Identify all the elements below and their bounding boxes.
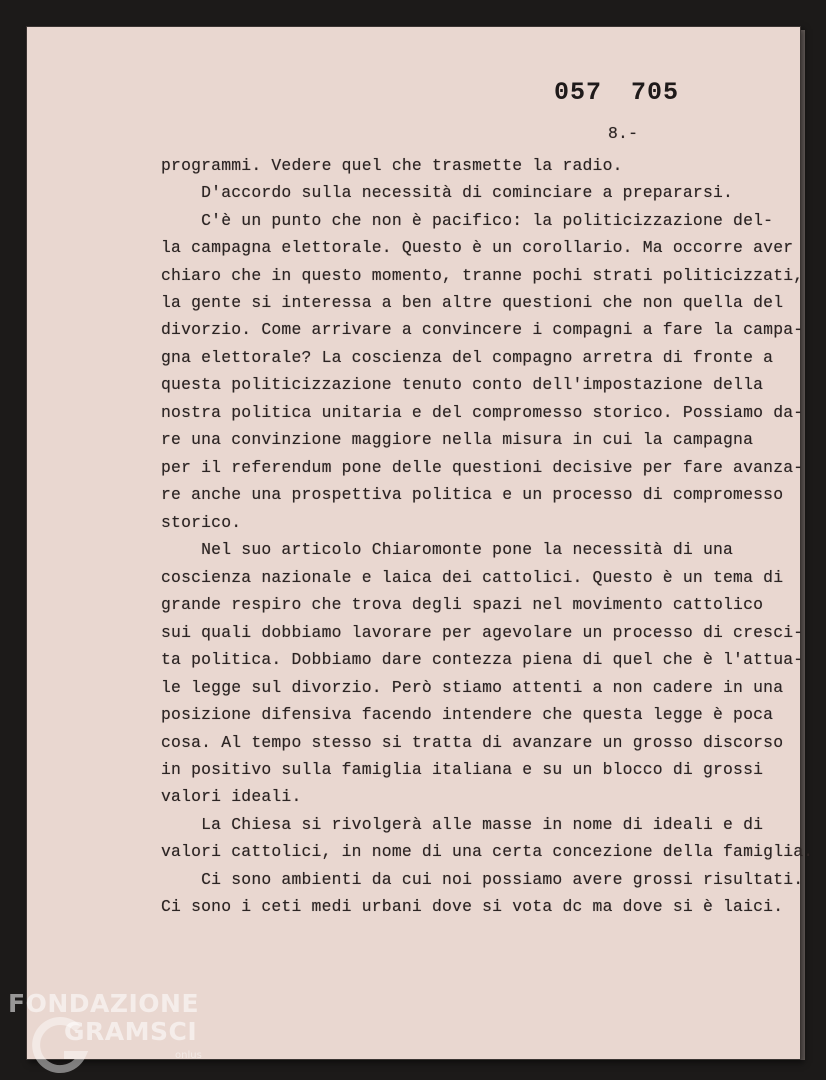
text-line: re anche una prospettiva politica e un processo di compromesso bbox=[161, 485, 784, 504]
text-line: valori cattolici, in nome di una certa concezione della famiglia. bbox=[161, 842, 814, 861]
watermark-line1: FONDAZIONE bbox=[8, 989, 200, 1018]
text-line: la campagna elettorale. Questo è un corollario. Ma occorre aver bbox=[161, 238, 794, 257]
text-line: la gente si interessa a ben altre questioni che non quella del bbox=[161, 293, 784, 312]
text-line: nostra politica unitaria e del compromesso storico. Possiamo da- bbox=[161, 403, 804, 422]
text-line: in positivo sulla famiglia italiana e su un blocco di grossi bbox=[161, 760, 764, 779]
text-line: La Chiesa si rivolgerà alle masse in nome di ideali e di bbox=[161, 815, 764, 834]
text-line: Ci sono ambienti da cui noi possiamo avere grossi risultati. bbox=[161, 870, 804, 889]
text-line: coscienza nazionale e laica dei cattolici. Questo è un tema di bbox=[161, 568, 784, 587]
watermark-suffix: onlus bbox=[175, 1050, 202, 1061]
document-number-right: 705 bbox=[631, 78, 680, 107]
document-page bbox=[26, 26, 814, 1060]
text-line: programmi. Vedere quel che trasmette la radio. bbox=[161, 156, 623, 175]
text-line: Nel suo articolo Chiaromonte pone la necessità di una bbox=[161, 540, 734, 559]
text-line: Ci sono i ceti medi urbani dove si vota dc ma dove si è laici. bbox=[161, 897, 784, 916]
text-line: sui quali dobbiamo lavorare per agevolare un processo di cresci- bbox=[161, 623, 804, 642]
text-line: cosa. Al tempo stesso si tratta di avanzare un grosso discorso bbox=[161, 733, 784, 752]
text-line: grande respiro che trova degli spazi nel movimento cattolico bbox=[161, 595, 764, 614]
text-line: storico. bbox=[161, 513, 242, 532]
text-line: gna elettorale? La coscienza del compagno arretra di fronte a bbox=[161, 348, 774, 367]
fondazione-gramsci-watermark bbox=[0, 985, 220, 1080]
text-line: chiaro che in questo momento, tranne pochi strati politicizzati, bbox=[161, 266, 804, 285]
text-line: D'accordo sulla necessità di cominciare a prepararsi. bbox=[161, 183, 734, 202]
text-line: divorzio. Come arrivare a convincere i compagni a fare la campa- bbox=[161, 320, 804, 339]
text-line: C'è un punto che non è pacifico: la politicizzazione del- bbox=[161, 211, 774, 230]
text-line: per il referendum pone delle questioni decisive per fare avanza- bbox=[161, 458, 804, 477]
document-number-left: 057 bbox=[554, 78, 603, 107]
text-line: questa politicizzazione tenuto conto dell'impostazione della bbox=[161, 375, 764, 394]
text-line: valori ideali. bbox=[161, 787, 302, 806]
text-line: ta politica. Dobbiamo dare contezza piena di quel che è l'attua- bbox=[161, 650, 804, 669]
page-number: 8.- bbox=[608, 124, 639, 143]
watermark-line2: GRAMSCI bbox=[64, 1017, 198, 1046]
text-line: re una convinzione maggiore nella misura in cui la campagna bbox=[161, 430, 754, 449]
text-line: posizione difensiva facendo intendere che questa legge è poca bbox=[161, 705, 774, 724]
text-line: le legge sul divorzio. Però stiamo attenti a non cadere in una bbox=[161, 678, 784, 697]
